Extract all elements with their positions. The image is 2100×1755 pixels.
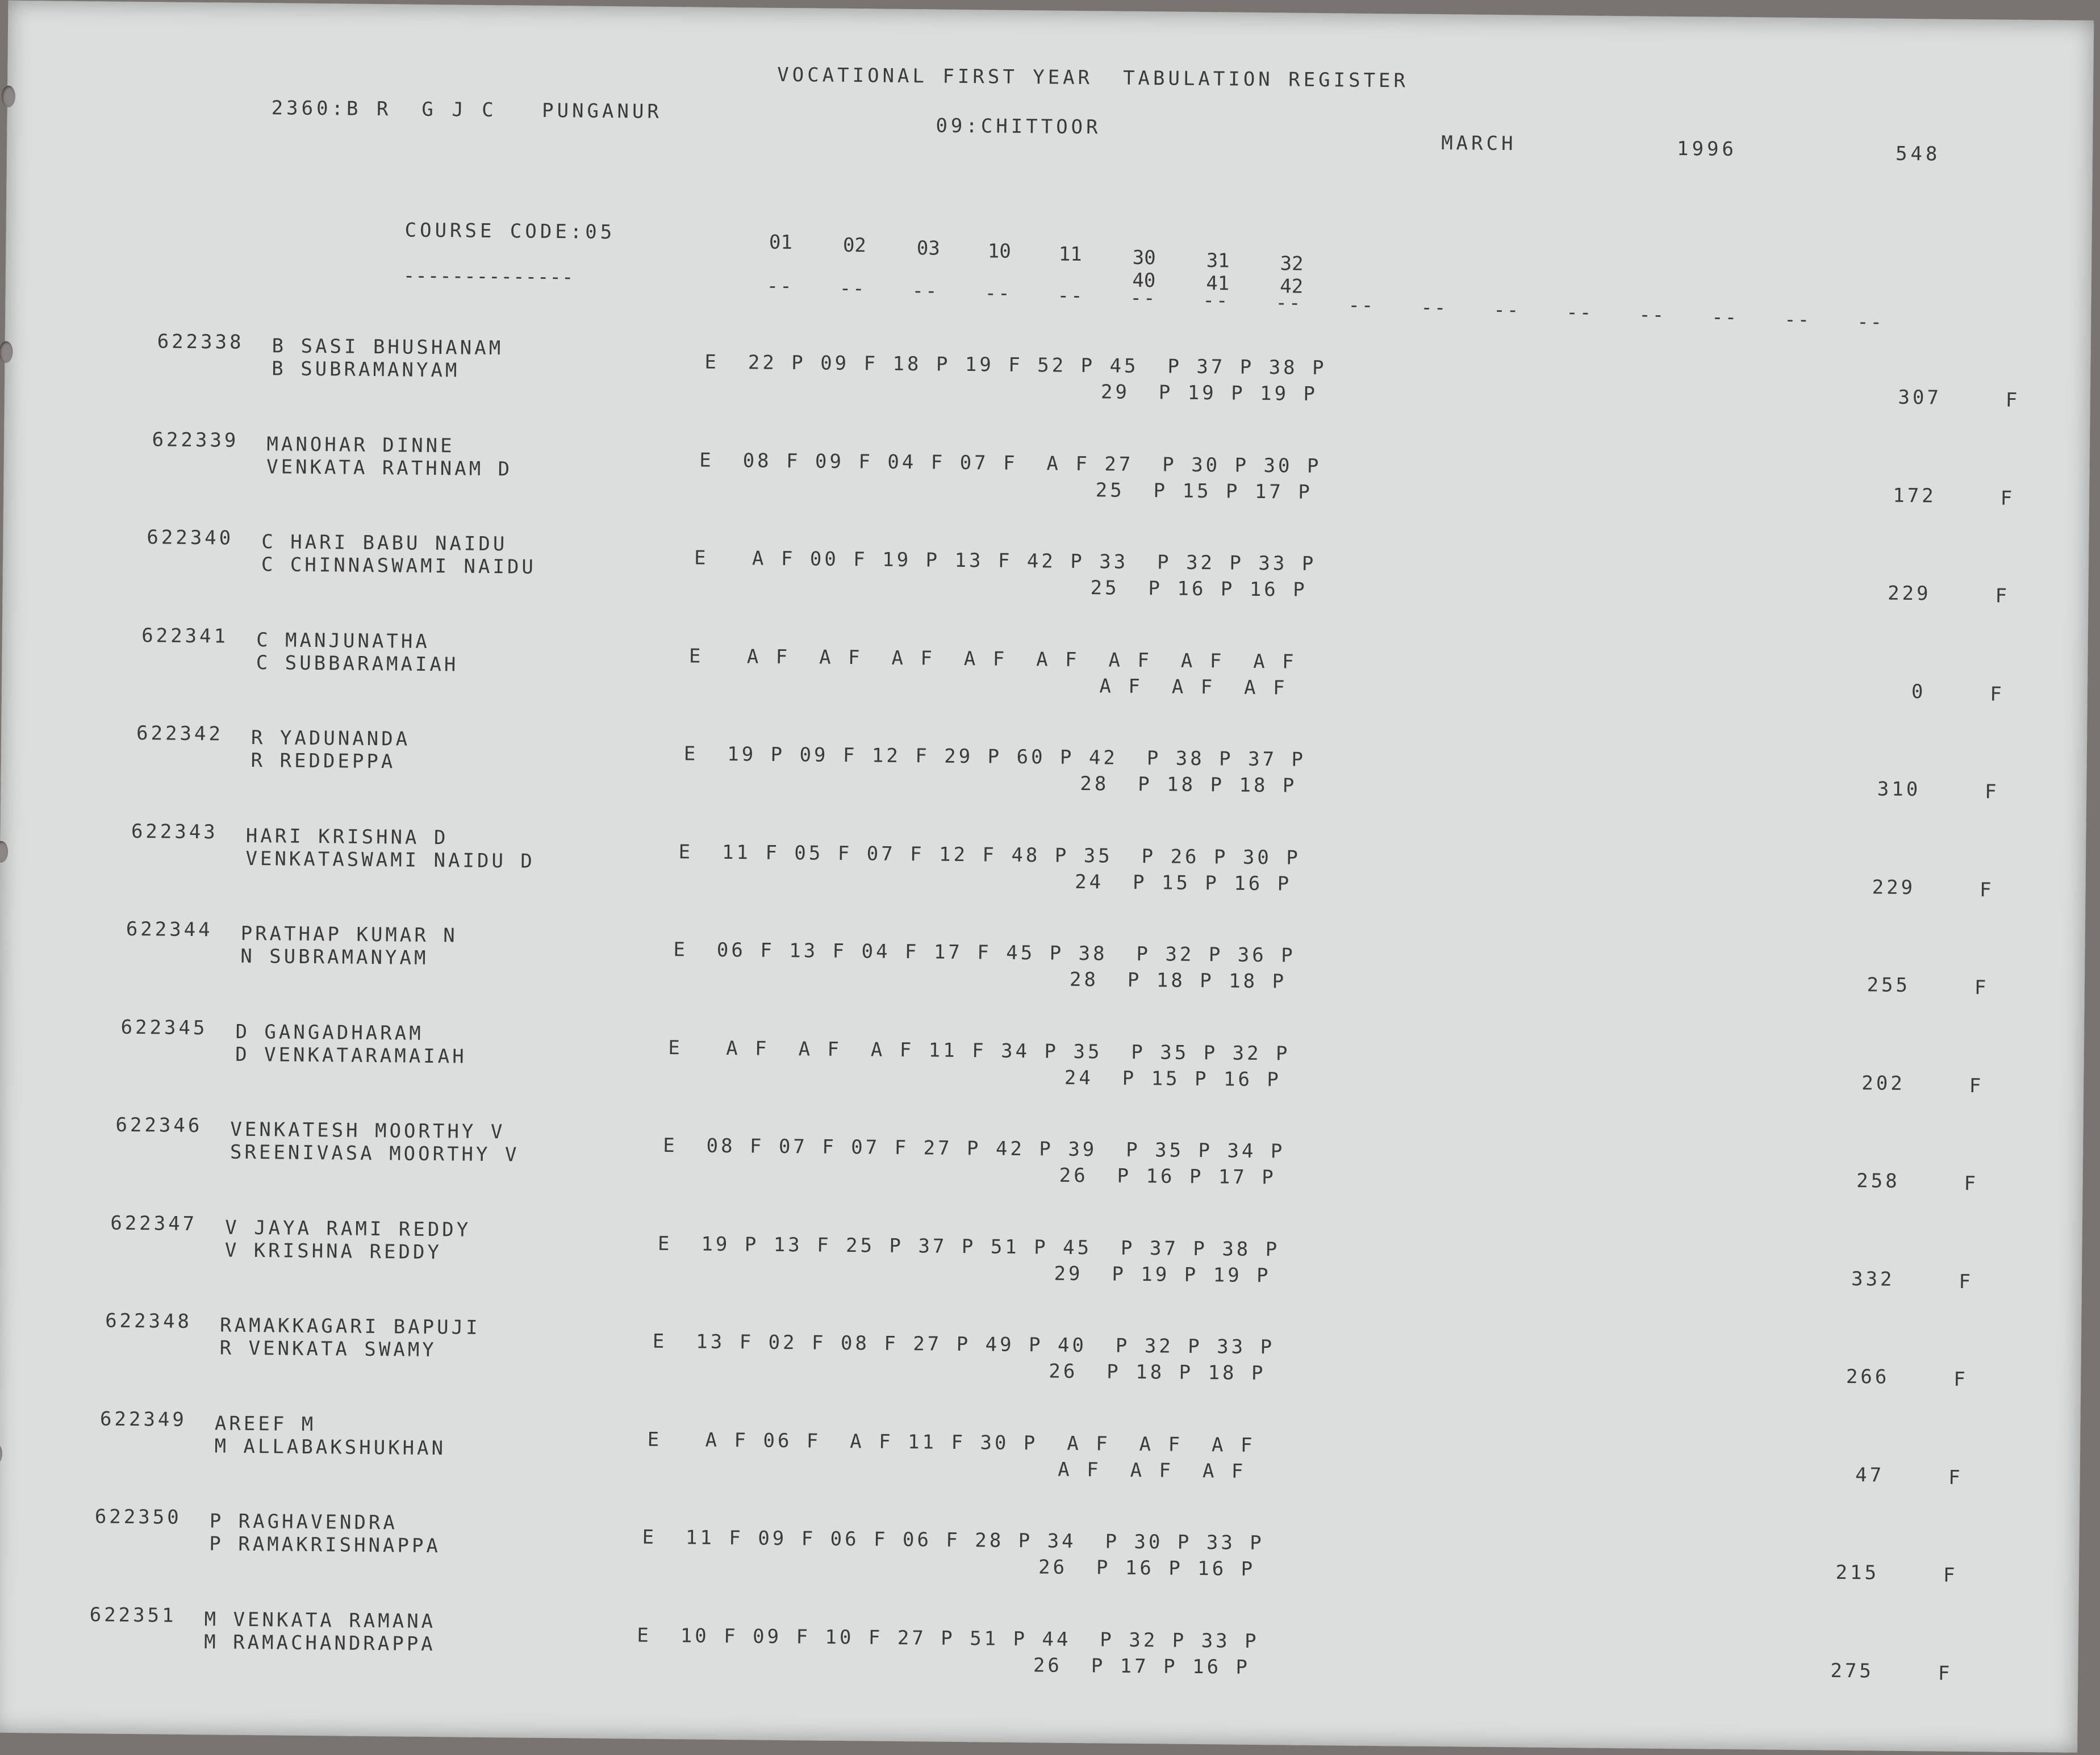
subject-code: 30 (1132, 246, 1156, 270)
father-name: VENKATA RATHNAM D (266, 455, 513, 480)
marks-row-secondary: 26 P 17 P 16 P (1033, 1653, 1251, 1679)
subject-code-secondary: 40 (1132, 269, 1156, 292)
marks-row-secondary: 28 P 18 P 18 P (1080, 772, 1297, 797)
exam-month: MARCH (1441, 132, 1517, 156)
total-marks: 332 (1851, 1267, 1895, 1291)
father-name: C SUBBARAMAIAH (256, 651, 459, 676)
marks-row: E A F A F A F 11 F 34 P 35 P 35 P 32 P (668, 1036, 1291, 1065)
result-grade: F (1979, 878, 1994, 901)
register-sheet (0, 1, 2094, 1753)
marks-row: E 22 P 09 F 18 P 19 F 52 P 45 P 37 P 38 P (704, 350, 1327, 380)
column-dash: -- (1421, 296, 1448, 320)
father-name: SREENIVASA MOORTHY V (229, 1140, 520, 1167)
marks-row-secondary: 26 P 16 P 16 P (1038, 1556, 1256, 1581)
student-name: AREEF M (214, 1411, 316, 1436)
student-name: RAMAKKAGARI BAPUJI (219, 1314, 481, 1339)
subject-code-secondary: 42 (1280, 275, 1304, 298)
result-grade: F (2005, 388, 2020, 412)
column-dash: -- (1711, 306, 1739, 329)
result-grade: F (1995, 584, 2010, 608)
result-grade: F (1948, 1466, 1963, 1489)
subject-code: 11 (1058, 243, 1082, 266)
roll-number: 622342 (136, 722, 224, 746)
student-name: R YADUNANDA (251, 726, 411, 751)
marks-row-secondary: 25 P 15 P 17 P (1095, 478, 1313, 504)
student-name: P RAGHAVENDRA (209, 1510, 398, 1535)
total-marks: 275 (1830, 1659, 1874, 1682)
column-dash: -- (1057, 284, 1084, 307)
column-dash: -- (1203, 289, 1230, 312)
student-name: HARI KRISHNA D (245, 824, 449, 849)
father-name: D VENKATARAMAIAH (235, 1043, 467, 1068)
total-marks: 172 (1893, 484, 1936, 507)
roll-number: 622350 (94, 1505, 182, 1529)
binder-hole (2, 86, 15, 107)
result-grade: F (1964, 1172, 1979, 1196)
roll-number: 622345 (120, 1016, 208, 1039)
student-name: M VENKATA RAMANA (204, 1607, 436, 1633)
course-code: COURSE CODE:05 (404, 219, 616, 244)
marks-row-secondary: A F A F A F (1099, 674, 1288, 699)
column-dash: -- (1348, 294, 1375, 317)
student-name: V JAYA RAMI REDDY (225, 1216, 471, 1242)
column-dash: -- (1784, 308, 1811, 332)
father-name: R REDDEPPA (251, 749, 396, 774)
roll-number: 622340 (147, 526, 234, 550)
roll-number: 622344 (126, 917, 213, 942)
column-dash: -- (912, 279, 939, 303)
column-dash: -- (1493, 298, 1521, 322)
subject-code: 32 (1280, 252, 1304, 275)
roll-number: 622346 (115, 1113, 203, 1138)
total-marks: 310 (1877, 778, 1921, 801)
marks-row: E 06 F 13 F 04 F 17 F 45 P 38 P 32 P 36 P (673, 938, 1296, 967)
subject-code-secondary: 41 (1206, 272, 1230, 295)
marks-row: E 11 F 09 F 06 F 06 F 28 P 34 P 30 P 33 P (642, 1526, 1264, 1555)
result-grade: F (2000, 486, 2015, 510)
exam-year: 1996 (1676, 137, 1738, 161)
result-grade: F (1990, 682, 2005, 706)
student-name: C MANJUNATHA (256, 628, 431, 653)
page-number: 548 (1895, 142, 1941, 166)
student-name: D GANGADHARAM (235, 1020, 424, 1045)
total-marks: 215 (1835, 1561, 1880, 1585)
subject-code: 10 (987, 240, 1011, 263)
student-name: B SASI BHUSHANAM (272, 335, 504, 360)
student-name: C HARI BABU NAIDU (261, 530, 508, 556)
student-name: VENKATESH MOORTHY V (230, 1118, 506, 1144)
marks-row: E 19 P 09 F 12 F 29 P 60 P 42 P 38 P 37 P (683, 742, 1306, 771)
marks-row-secondary: A F A F A F (1058, 1458, 1246, 1483)
subject-code: 31 (1206, 249, 1230, 273)
total-marks: 266 (1846, 1365, 1890, 1389)
subject-code: 03 (916, 237, 941, 260)
total-marks: 258 (1856, 1169, 1900, 1193)
roll-number: 622341 (141, 624, 229, 648)
column-dash: -- (766, 274, 794, 298)
column-dash: -- (1639, 303, 1666, 327)
father-name: B SUBRAMANYAM (272, 357, 460, 382)
marks-row: E A F 00 F 19 P 13 F 42 P 33 P 32 P 33 P (694, 546, 1317, 575)
total-marks: 202 (1861, 1071, 1906, 1095)
total-marks: 255 (1867, 973, 1911, 997)
marks-row-secondary: 26 P 18 P 18 P (1049, 1360, 1266, 1385)
marks-row-secondary: 29 P 19 P 19 P (1054, 1262, 1271, 1287)
result-grade: F (1985, 780, 1999, 804)
total-marks: 0 (1911, 680, 1926, 703)
total-marks: 229 (1888, 582, 1931, 605)
father-name: R VENKATA SWAMY (219, 1336, 437, 1362)
roll-number: 622349 (99, 1407, 187, 1431)
marks-row: E A F A F A F A F A F A F A F A F (688, 644, 1297, 674)
register-title: VOCATIONAL FIRST YEAR TABULATION REGISTER (777, 63, 1409, 93)
subject-code: 02 (842, 233, 867, 257)
student-name: PRATHAP KUMAR N (240, 922, 458, 947)
result-grade: F (1969, 1074, 1984, 1097)
result-grade: F (1959, 1270, 1974, 1293)
column-dash: -- (1275, 291, 1302, 315)
marks-row: E 11 F 05 F 07 F 12 F 48 P 35 P 26 P 30 P (678, 840, 1301, 870)
binder-hole (0, 341, 13, 363)
marks-row-secondary: 24 P 15 P 16 P (1064, 1066, 1282, 1091)
student-name: MANOHAR DINNE (266, 432, 455, 457)
father-name: P RAMAKRISHNAPPA (209, 1532, 441, 1558)
total-marks: 229 (1872, 875, 1916, 899)
course-code-underline: -------------- (403, 264, 574, 289)
result-grade: F (1953, 1368, 1969, 1392)
marks-row: E A F 06 F A F 11 F 30 P A F A F A F (647, 1428, 1255, 1457)
column-dash: -- (1857, 311, 1884, 334)
column-dash: -- (839, 277, 866, 300)
father-name: N SUBRAMANYAM (240, 945, 429, 970)
roll-number: 622347 (110, 1211, 198, 1235)
father-name: C CHINNASWAMI NAIDU (261, 553, 537, 579)
marks-row-secondary: 28 P 18 P 18 P (1069, 968, 1287, 993)
subject-code: 01 (769, 231, 793, 254)
father-name: M ALLABAKSHUKHAN (214, 1434, 446, 1460)
marks-row: E 08 F 07 F 07 F 27 P 42 P 39 P 35 P 34 P (662, 1134, 1285, 1163)
column-dash: -- (1130, 286, 1157, 310)
roll-number: 622348 (105, 1309, 193, 1334)
total-marks: 307 (1898, 386, 1942, 410)
father-name: M RAMACHANDRAPPA (204, 1630, 436, 1656)
binder-hole (0, 841, 8, 863)
roll-number: 622339 (152, 428, 239, 452)
column-dash: -- (1566, 301, 1593, 324)
marks-row-secondary: 26 P 16 P 17 P (1059, 1164, 1276, 1189)
marks-row-secondary: 29 P 19 P 19 P (1100, 381, 1318, 406)
roll-number: 622343 (131, 820, 218, 843)
marks-row-secondary: 24 P 15 P 16 P (1074, 870, 1292, 896)
marks-row: E 08 F 09 F 04 F 07 F A F 27 P 30 P 30 P (699, 449, 1322, 478)
binder-hole (0, 1443, 2, 1465)
column-dash: -- (984, 282, 1012, 305)
roll-number: 622351 (89, 1603, 177, 1627)
marks-row: E 19 P 13 F 25 P 37 P 51 P 45 P 37 P 38 P (657, 1232, 1280, 1261)
result-grade: F (1938, 1662, 1953, 1685)
marks-row: E 10 F 09 F 10 F 27 P 51 P 44 P 32 P 33 P (637, 1624, 1259, 1653)
district-name: 09:CHITTOOR (936, 114, 1101, 139)
father-name: V KRISHNA REDDY (224, 1239, 442, 1264)
marks-row: E 13 F 02 F 08 F 27 P 49 P 40 P 32 P 33 P (652, 1330, 1275, 1359)
father-name: VENKATASWAMI NAIDU D (245, 847, 536, 873)
college-name: 2360:B R G J C PUNGANUR (271, 97, 663, 123)
marks-row-secondary: 25 P 16 P 16 P (1090, 576, 1308, 601)
result-grade: F (1943, 1564, 1958, 1587)
roll-number: 622338 (157, 330, 244, 354)
total-marks: 47 (1855, 1463, 1885, 1487)
result-grade: F (1974, 976, 1989, 1000)
